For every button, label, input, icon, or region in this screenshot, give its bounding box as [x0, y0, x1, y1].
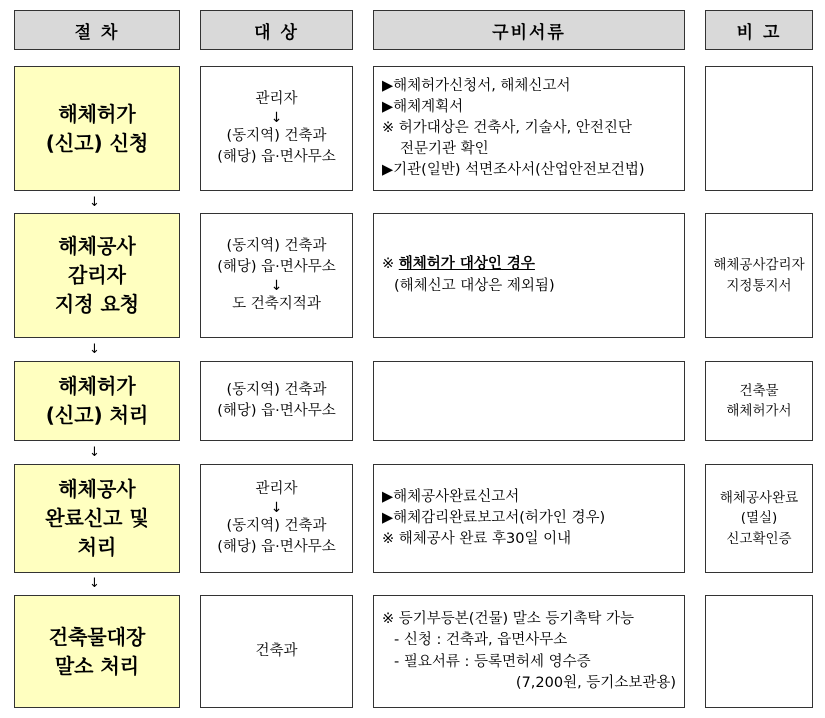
note-line: 해체공사완료: [719, 490, 799, 507]
header-step: 절 차: [14, 10, 180, 50]
header-documents: 구비서류: [373, 10, 685, 50]
doc-line: ▶해체공사완료신고서: [382, 488, 520, 505]
target-line: 관리자: [255, 90, 298, 107]
note-demolition-permit-application: [705, 66, 813, 191]
doc-line: ▶기관(일반) 석면조사서(산업안전보건법): [382, 162, 645, 179]
down-arrow-icon: ↓: [270, 278, 283, 294]
target-line: (해당) 읍·면사무소: [217, 539, 336, 555]
down-arrow-icon: ↓: [270, 499, 283, 516]
target-line: (동지역) 건축과: [226, 127, 327, 144]
note-line: 신고확인증: [726, 530, 792, 547]
target-demolition-permit-processing: [200, 361, 353, 441]
step-supervisor-designation-request: [14, 213, 180, 338]
target-supervisor-designation-request: [200, 213, 353, 338]
note-line: 건축물: [739, 382, 779, 399]
flow-arrow-icon: ↓: [89, 195, 100, 210]
note-supervisor-designation-request: [705, 213, 813, 338]
doc-line: ※ 해체공사 완료 후30일 이내: [382, 531, 572, 547]
target-completion-report: [200, 464, 353, 573]
step-line: (신고) 처리: [45, 403, 149, 427]
note-register-cancellation: [705, 595, 813, 708]
step-demolition-permit-processing: [14, 361, 180, 441]
step-line: 해체공사: [58, 477, 136, 501]
documents-completion-report: [373, 464, 685, 573]
target-line: 도 건축지적과: [232, 296, 321, 312]
emphasis-text: 해체허가 대상인 경우: [398, 256, 535, 273]
note-line: 해체공사감리자: [713, 257, 805, 274]
doc-line: ▶해체감리완료보고서(허가인 경우): [382, 509, 606, 526]
down-arrow-icon: ↓: [270, 109, 283, 126]
target-line: (동지역) 건축과: [226, 517, 327, 534]
documents-supervisor-designation-request: [373, 213, 685, 338]
header-note: 비 고: [705, 10, 813, 50]
doc-line: 전문기관 확인: [400, 141, 489, 157]
step-line: 감리자: [68, 263, 126, 287]
step-demolition-permit-application: [14, 66, 180, 191]
note-demolition-permit-processing: [705, 361, 813, 441]
doc-line: ▶해체계획서: [382, 98, 464, 115]
target-line: (동지역) 건축과: [226, 381, 327, 398]
step-line: 건축물대장: [48, 624, 146, 649]
step-completion-report: [14, 464, 180, 573]
step-line: (신고) 신청: [45, 130, 149, 155]
step-line: 지정 요청: [54, 292, 140, 316]
header-target: 대 상: [200, 10, 353, 50]
step-line: 해체허가: [58, 374, 136, 398]
target-line: 관리자: [255, 480, 298, 497]
doc-line: ※ 등기부등본(건물) 말소 등기촉탁 가능: [382, 611, 635, 628]
note-completion-report: [705, 464, 813, 573]
target-register-cancellation: [200, 595, 353, 708]
target-line: 건축과: [255, 642, 298, 659]
target-line: (동지역) 건축과: [226, 237, 327, 254]
flow-arrow-icon: ↓: [89, 342, 100, 357]
note-line: 해체허가서: [726, 403, 792, 419]
flow-arrow-icon: ↓: [89, 445, 100, 460]
doc-line: ※ 허가대상은 건축사, 기술사, 안전진단: [382, 119, 632, 136]
note-line: (멸실): [740, 510, 778, 527]
step-line: 처리: [77, 535, 117, 559]
flow-arrow-icon: ↓: [89, 576, 100, 591]
documents-demolition-permit-processing: [373, 361, 685, 441]
documents-register-cancellation: [373, 595, 685, 708]
doc-line: ▶해체허가신청서, 해체신고서: [382, 77, 571, 94]
doc-line: - 필요서류 : 등록면허세 영수증: [394, 653, 591, 670]
note-line: 지정통지서: [726, 277, 792, 294]
doc-line: (7,200원, 등기소보관용): [515, 674, 676, 691]
target-line: (해당) 읍·면사무소: [217, 258, 336, 275]
step-line: 말소 처리: [54, 653, 140, 678]
step-line: 해체허가: [58, 101, 136, 126]
doc-line: - 신청 : 건축과, 읍면사무소: [394, 632, 568, 649]
doc-line: (해체신고 대상은 제외됨): [394, 277, 555, 294]
documents-demolition-permit-application: [373, 66, 685, 191]
step-line: 완료신고 및: [45, 506, 149, 530]
doc-line: [382, 254, 676, 275]
step-line: 해체공사: [58, 234, 136, 258]
target-line: (해당) 읍·면사무소: [217, 149, 336, 165]
step-register-cancellation: [14, 595, 180, 708]
target-line: (해당) 읍·면사무소: [217, 403, 336, 419]
target-demolition-permit-application: [200, 66, 353, 191]
note-mark: ※: [382, 256, 399, 273]
